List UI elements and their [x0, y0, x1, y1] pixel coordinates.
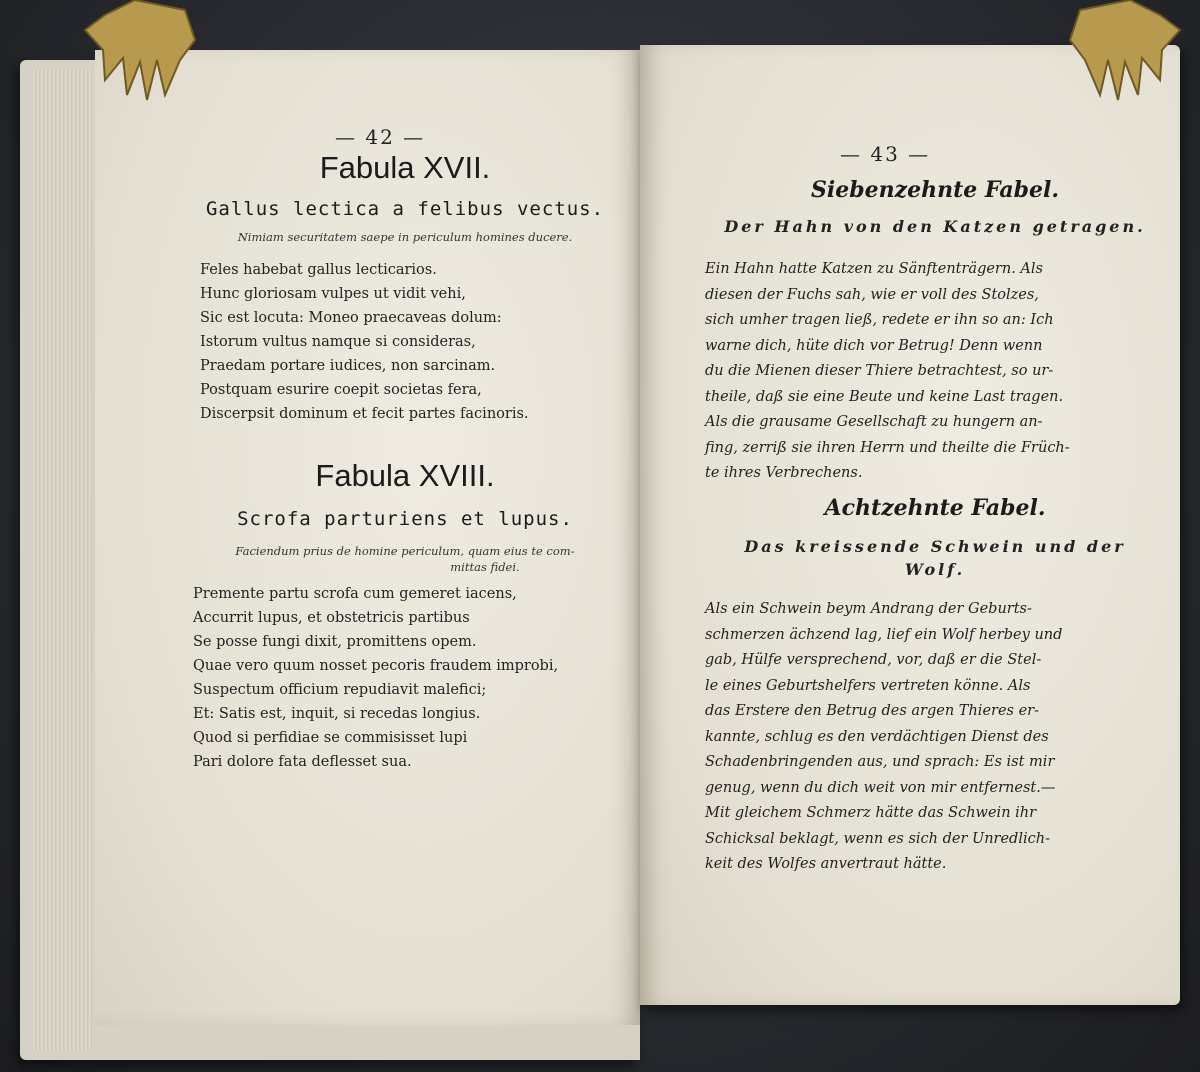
text-line: gab, Hülfe versprechend, vor, daß er die Stel- — [705, 652, 1042, 668]
text-line: Schicksal beklagt, wenn es sich der Unredlich- — [705, 830, 1050, 847]
fable17-german-subtitle: Der Hahn von den Katzen getragen. — [724, 217, 1146, 236]
fable17-latin-subtitle: Gallus lectica a felibus vectus. — [205, 198, 605, 220]
verse-line: Se posse fungi dixit, promittens opem. — [193, 634, 477, 650]
fable18-latin-title: Fabula XVIII. — [315, 458, 495, 493]
brass-hand-clip-left-icon — [65, 0, 205, 110]
verse-line: Suspectum officium repudiavit malefici; — [193, 682, 487, 698]
verse-line: Premente partu scrofa cum gemeret iacens, — [193, 586, 517, 602]
fable18-latin-moral-2: mittas fidei. — [450, 560, 520, 574]
text-line: diesen der Fuchs sah, wie er voll des Stolzes, — [705, 286, 1039, 303]
verse-line: Quod si perfidiae se commisisset lupi — [193, 730, 468, 746]
verse-line: Hunc gloriosam vulpes ut vidit vehi, — [200, 286, 466, 302]
brass-hand-clip-right-icon — [1060, 0, 1200, 110]
fable18-latin-verse — [193, 582, 558, 774]
verse-line: Feles habebat gallus lecticarios. — [200, 262, 437, 278]
text-line: warne dich, hüte dich vor Betrug! Denn wenn — [705, 337, 1043, 354]
fable18-german-title: Achtzehnte Fabel. — [824, 495, 1046, 521]
text-line: Schadenbringenden aus, und sprach: Es ist mir — [705, 754, 1055, 770]
page-number-right: — 43 — — [840, 142, 931, 166]
text-line: theile, daß sie eine Beute und keine Last tragen. — [705, 388, 1064, 405]
fable18-latin-moral-1: Faciendum prius de homine periculum, quam eius te com- — [235, 544, 575, 558]
text-line: fing, zerriß sie ihren Herrn und theilte die Früch- — [705, 439, 1070, 456]
text-line: sich umher tragen ließ, redete er ihn so an: Ich — [705, 312, 1054, 328]
verse-line: Postquam esurire coepit societas fera, — [200, 382, 482, 398]
verse-line: Pari dolore fata deflesset sua. — [193, 754, 412, 770]
fable18-german-subtitle-2: Wolf. — [904, 560, 966, 579]
fable18-german-text — [705, 597, 1085, 878]
text-line: Als die grausame Gesellschaft zu hungern an- — [705, 414, 1043, 430]
fable17-latin-title: Fabula XVII. — [319, 150, 491, 185]
text-line: kannte, schlug es den verdächtigen Dienst des — [705, 728, 1049, 745]
text-line: le eines Geburtshelfers vertreten könne. Als — [705, 677, 1031, 694]
text-line: Als ein Schwein beym Andrang der Geburts- — [705, 601, 1032, 617]
open-book — [20, 40, 1195, 1072]
verse-line: Istorum vultus namque si consideras, — [200, 334, 476, 350]
fable18-latin-subtitle: Scrofa parturiens et lupus. — [237, 508, 573, 530]
text-line: te ihres Verbrechens. — [705, 465, 863, 481]
left-page — [95, 50, 640, 1025]
text-line: keit des Wolfes anvertraut hätte. — [705, 856, 947, 872]
fable18-german-subtitle-1: Das kreissende Schwein und der — [744, 537, 1126, 556]
page-number-left: — 42 — — [335, 125, 426, 149]
text-line: du die Mienen dieser Thiere betrachtest, so ur- — [705, 363, 1054, 379]
text-line: das Erstere den Betrug des argen Thieres er- — [705, 703, 1040, 719]
fable17-german-text — [705, 257, 1085, 487]
text-line: schmerzen ächzend lag, lief ein Wolf herbey und — [705, 626, 1063, 643]
fable17-latin-moral: Nimiam securitatem saepe in periculum homines ducere. — [237, 230, 573, 244]
verse-line: Quae vero quum nosset pecoris fraudem improbi, — [193, 658, 559, 674]
verse-line: Et: Satis est, inquit, si recedas longius. — [193, 706, 481, 722]
verse-line: Sic est locuta: Moneo praecaveas dolum: — [200, 310, 502, 326]
verse-line: Accurrit lupus, et obstetricis partibus — [193, 610, 470, 626]
text-line: genug, wenn du dich weit von mir entfernest.— — [705, 779, 1056, 796]
text-line: Ein Hahn hatte Katzen zu Sänftenträgern. Als — [705, 261, 1043, 277]
text-line: Mit gleichem Schmerz hätte das Schwein ihr — [705, 805, 1037, 821]
fable17-german-title: Siebenzehnte Fabel. — [811, 177, 1059, 203]
right-page — [640, 45, 1180, 1005]
verse-line: Praedam portare iudices, non sarcinam. — [200, 358, 496, 374]
fable17-latin-verse — [200, 258, 529, 426]
verse-line: Discerpsit dominum et fecit partes facinoris. — [200, 406, 529, 422]
